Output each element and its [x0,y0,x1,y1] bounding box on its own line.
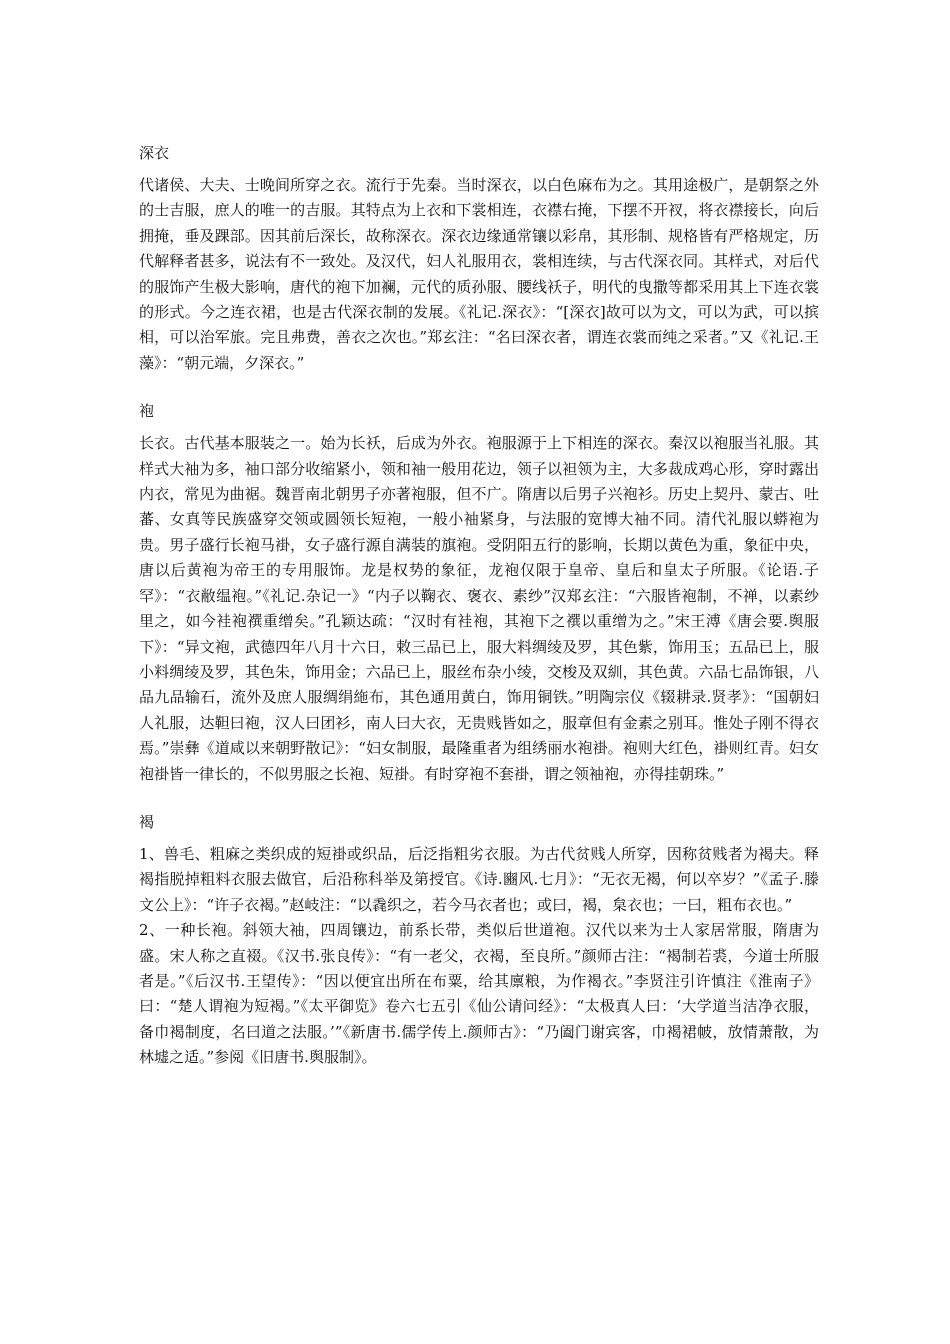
entry-paragraph: 1、兽毛、粗麻之类织成的短褂或织品，后泛指粗劣衣服。为古代贫贱人所穿，因称贫贱者为褐夫。释褐指脱掉粗料衣服去做官，后沿称科举及第授官。《诗.豳风.七月》：“无衣无褐，何以卒岁？”《孟子.滕文公上》：“许子衣褐。”赵岐注：“以毳织之，若今马衣者也；或曰，褐，枲衣也；一曰，粗布衣也。” [139,844,819,914]
document-page [139,142,819,1071]
section-gap [139,376,819,400]
entry-paragraph: 代诸侯、大夫、士晚间所穿之衣。流行于先秦。当时深衣，以白色麻布为之。其用途极广，是朝祭之外的士吉服，庶人的唯一的吉服。其特点为上衣和下裳相连，衣襟右掩，下摆不开衩，将衣襟接长，向后拥掩，垂及踝部。因其前后深长，故称深衣。深衣边缘通常镶以彩帛，其形制、规格皆有严格规定，历代解释者甚多，说法有不一致处。及汉代，妇人礼服用衣，裳相连续，与古代深衣同。其样式，对后代的服饰产生极大影响，唐代的袍下加襕，元代的质孙服、腰线袄子，明代的曳撒等都采用其上下连衣裳的形式。今之连衣裙，也是古代深衣制的发展。《礼记.深衣》：“[深衣]故可以为文，可以为武，可以摈相，可以治军旅。完且弗费，善衣之次也。”郑玄注：“名曰深衣者，谓连衣裳而纯之采者。”又《礼记.王藻》：“朝元端，夕深衣。” [139,176,819,372]
entry-title: 袍 [139,402,155,421]
entry-title: 深衣 [139,144,170,162]
entry-paragraph: 长衣。古代基本服装之一。始为长袄，后成为外衣。袍服源于上下相连的深衣。秦汉以袍服当礼服。其样式大袖为多，袖口部分收缩紧小，领和袖一般用花边，领子以袒领为主，大多裁成鸡心形，穿时露出内衣，常见为曲裾。魏晋南北朝男子亦著袍服，但不广。隋唐以后男子兴袍衫。历史上契丹、蒙古、吐蕃、女真等民族盛穿交领或圆领长短袍，一般小袖紧身，与法服的宽博大袖不同。清代礼服以蟒袍为贵。男子盛行长袍马褂，女子盛行源自满装的旗袍。受阴阳五行的影响，长期以黄色为重，象征中央，唐以后黄袍为帝王的专用服饰。龙是权势的象征，龙袍仅限于皇帝、皇后和皇太子所服。《论语.子罕》：“衣敝缊袍。”《礼记.杂记一》“内子以鞠衣、褒衣、素纱”汉郑玄注：“六服皆袍制，不禅，以素纱里之，如今袿袍襈重缯矣。”孔颖达疏：“汉时有袿袍，其袍下之襈以重缯为之。”宋王溥《唐会要.舆服下》：“异文袍，武德四年八月十六日，敕三品已上，服大料绸绫及罗，其色紫，饰用玉；五品已上，服小料绸绫及罗，其色朱，饰用金；六品已上，服丝布杂小绫，交梭及双紃，其色黄。六品七品饰银，八品九品输石，流外及庶人服绸绢絁布，其色通用黄白，饰用铜铁。”明陶宗仪《辍耕录.贤孝》：“国朝妇人礼服，达靼曰袍，汉人曰团衫，南人曰大衣，无贵贱皆如之，服章但有金素之别耳。惟处子刚不得衣焉。”崇彝《道咸以来朝野散记》：“妇女制服，最隆重者为组绣丽水袍褂。袍则大红色，褂则红青。妇女袍褂皆一律长的，不似男服之长袍、短褂。有时穿袍不套褂，谓之领袖袍，亦得挂朝珠。” [139,434,819,783]
entry-title: 褐 [139,812,155,831]
section-gap [139,787,819,811]
entry-pao [139,400,819,787]
entry-paragraph: 2、一种长袍。斜领大袖，四周镶边，前系长带，类似后世道袍。汉代以来为士人家居常服，隋唐为盛。宋人称之直裰。《汉书.张良传》：“有一老父，衣褐，至良所。”颜师古注：“褐制若裘，今道士所服者是。”《后汉书.王望传》：“因以便宜出所在布粟，给其廪粮，为作褐衣。”李贤注引许慎注《淮南子》曰：“楚人谓袍为短褐。”《太平御览》卷六七五引《仙公请问经》：“太极真人曰：‘大学道当洁净衣服，备巾褐制度，名曰道之法服。’”《新唐书.儒学传上.颜师古》：“乃阖门谢宾客，巾褐裙帔，放情萧散，为林墟之适。”参阅《旧唐书.舆服制》。 [139,921,819,1067]
entry-he [139,811,819,1071]
entry-shenyi [139,142,819,376]
